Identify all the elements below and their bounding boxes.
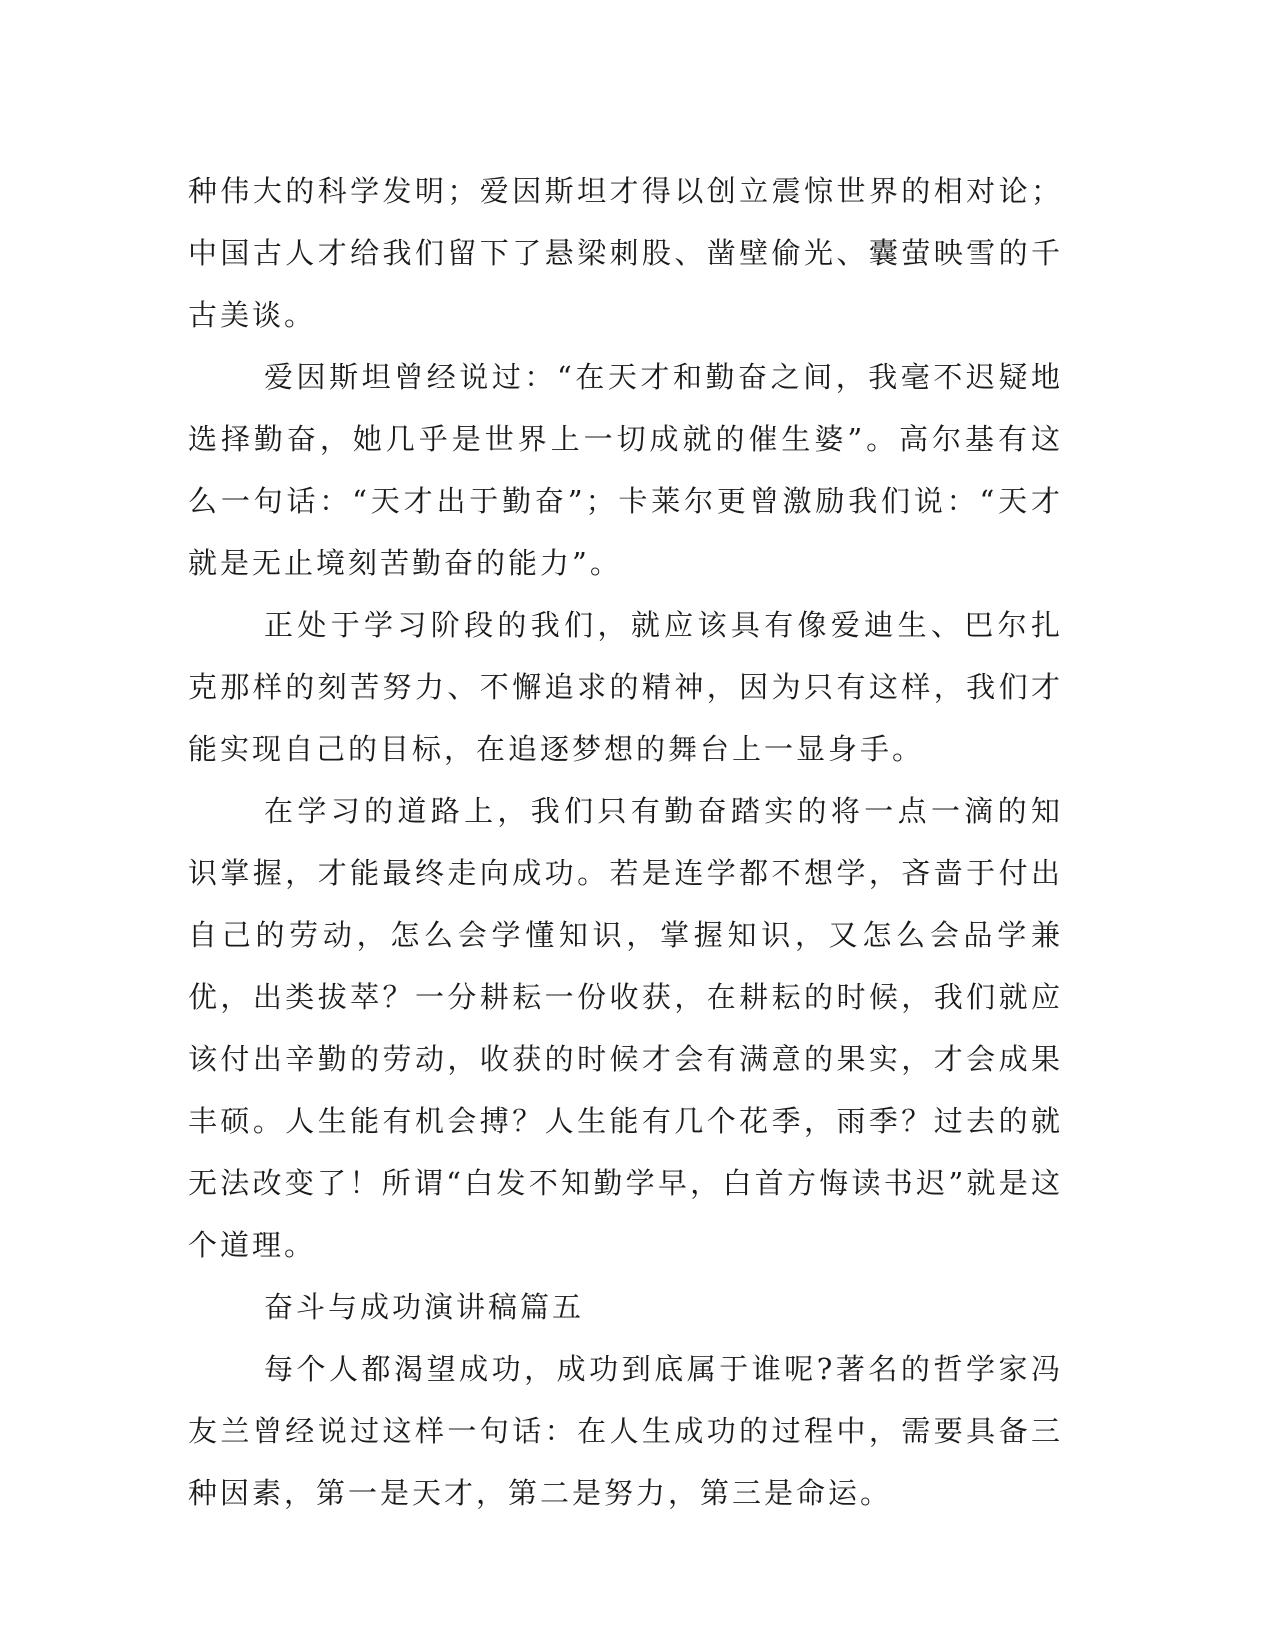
section-heading: 奋斗与成功演讲稿篇五 [264, 1290, 585, 1324]
paragraph-2: 爱因斯坦曾经说过：“在天才和勤奋之间，我毫不迟疑地选择勤奋，她几乎是世界上一切成就的催生婆”。高尔基有这么一句话：“天才出于勤奋”；卡莱尔更曾激励我们说：“天才就是无止境刻苦勤奋的能力”。 [188, 360, 1063, 580]
paragraph-3: 正处于学习阶段的我们，就应该具有像爱迪生、巴尔扎克那样的刻苦努力、不懈追求的精神，因为只有这样，我们才能实现自己的目标，在追逐梦想的舞台上一显身手。 [188, 608, 1063, 766]
paragraph-5: 每个人都渴望成功，成功到底属于谁呢?著名的哲学家冯友兰曾经说过这样一句话：在人生成功的过程中，需要具备三种因素，第一是天才，第二是努力，第三是命运。 [188, 1352, 1063, 1510]
paragraph-1: 种伟大的科学发明；爱因斯坦才得以创立震惊世界的相对论；中国古人才给我们留下了悬梁刺股、凿壁偷光、囊萤映雪的千古美谈。 [188, 174, 1063, 332]
paragraph-4: 在学习的道路上，我们只有勤奋踏实的将一点一滴的知识掌握，才能最终走向成功。若是连学都不想学，吝啬于付出自己的劳动，怎么会学懂知识，掌握知识，又怎么会品学兼优，出类拔萃？一分耕耘一份收获，在耕耘的时候，我们就应该付出辛勤的劳动，收获的时候才会有满意的果实，才会成果丰硕。人生能有机会搏？人生能有几个花季，雨季？过去的就无法改变了！所谓“白发不知勤学早，白首方悔读书迟”就是这个道理。 [188, 794, 1063, 1262]
document-body [188, 160, 1063, 1524]
